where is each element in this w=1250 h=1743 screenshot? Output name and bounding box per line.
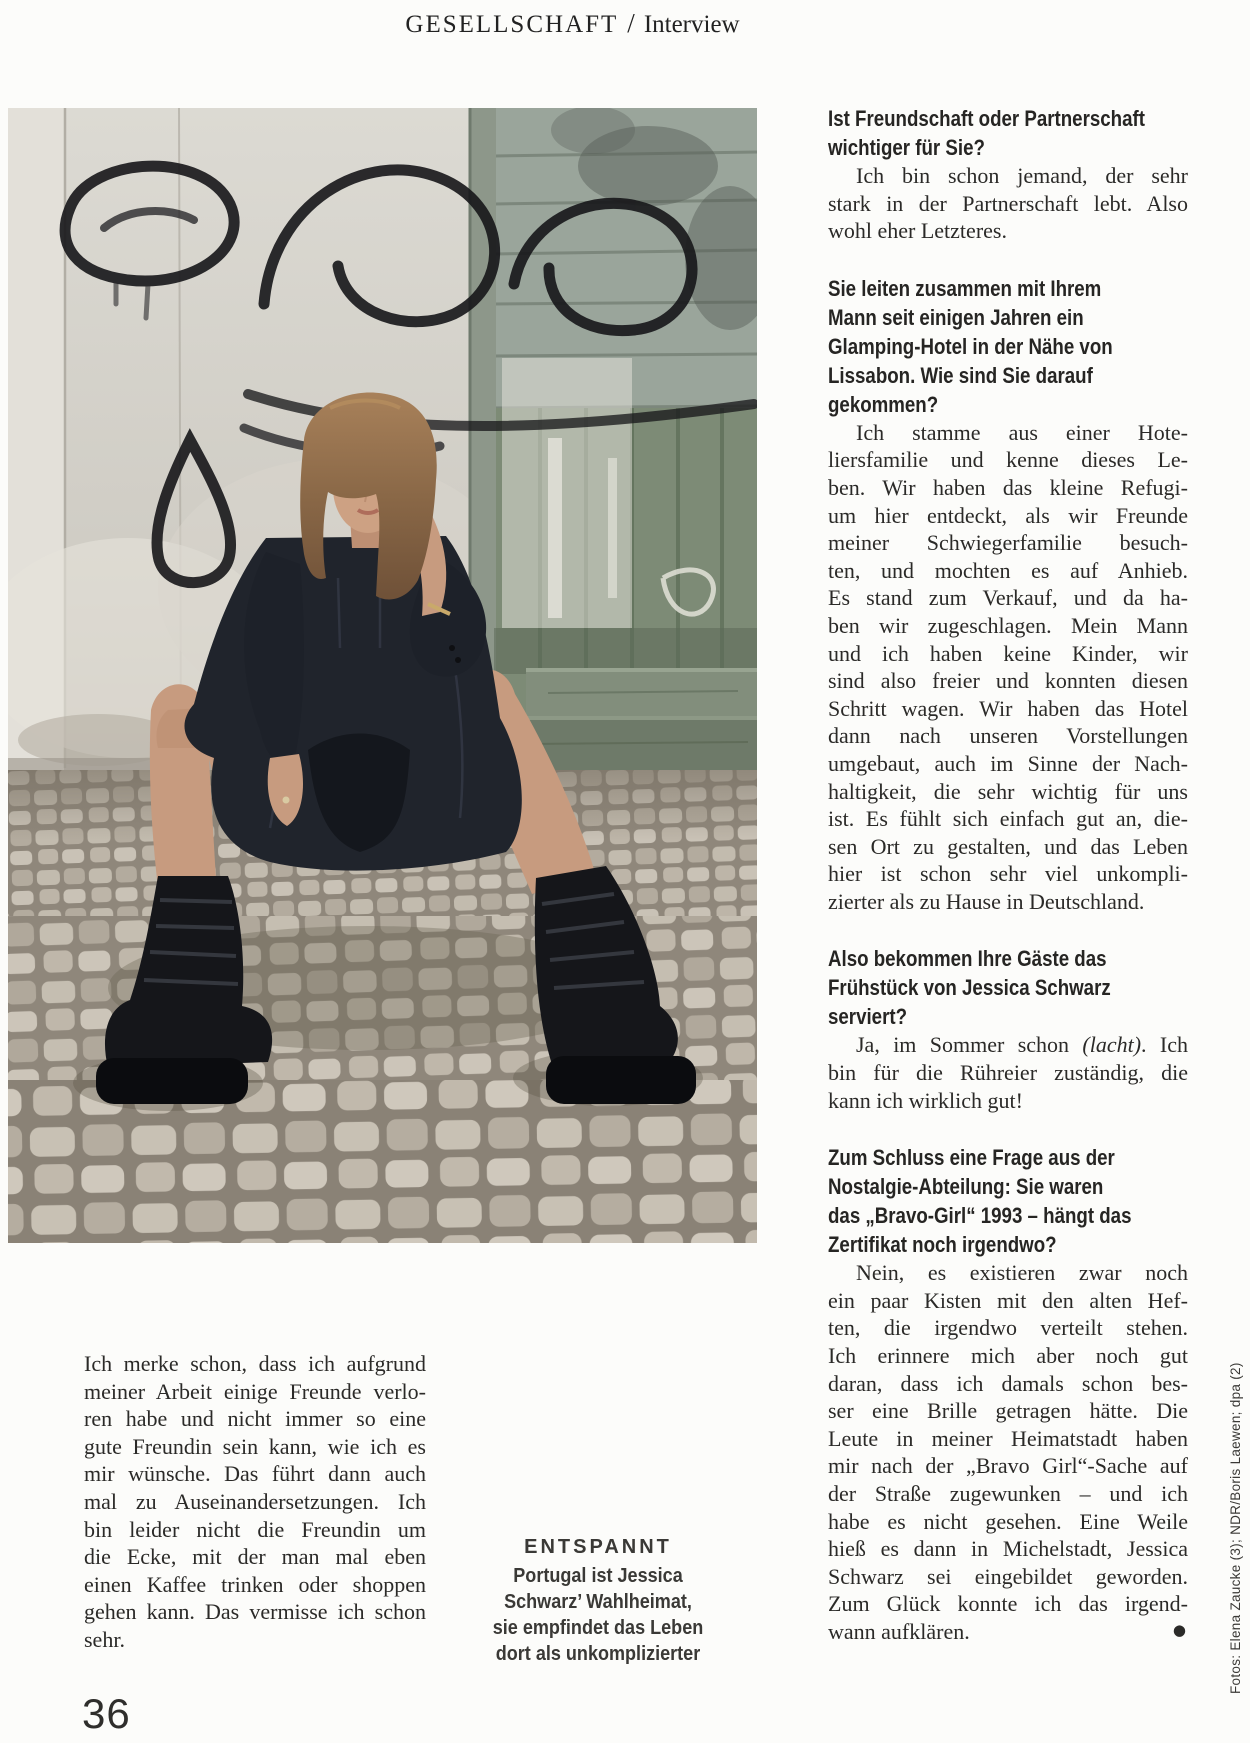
text-line: um hier entdeckt, als wir Freunde [828, 502, 1188, 528]
text-line: wohl eher Letzteres. [828, 218, 1007, 244]
text-line: sen Ort zu gestalten, und das Leben [828, 833, 1188, 859]
text-line: zierter als zu Hause in Deutschland. [828, 888, 1145, 914]
caption-text [474, 1563, 722, 1667]
article-end-mark: ● [1172, 1620, 1186, 1639]
text-line: mir wünsche. Das führt dann auch [84, 1461, 426, 1487]
text-line: bin für die Rühreier zuständig, die [828, 1060, 1188, 1086]
interview-column [828, 104, 1188, 1646]
text-line: der Straße zugewunken – und ich [828, 1481, 1188, 1506]
text-line: gute Freundin sein kann, wie ich es [84, 1433, 426, 1459]
text-line: Zum Schluss eine Frage aus der [828, 1145, 1115, 1171]
photo-credit: Fotos: Elena Zaucke (3); NDR/Boris Laewen; dpa (2) [1228, 1362, 1243, 1694]
interview-question [828, 274, 1188, 419]
text-line: Zum Glück konnte ich das irgend- [828, 1591, 1188, 1617]
text-line: ist. Es fühlt sich einfach gut an, die- [828, 806, 1188, 832]
text-line: Es stand zum Verkauf, und da ha- [828, 585, 1188, 611]
caption-label: ENTSPANNT [524, 1536, 672, 1558]
text-line: ren habe und nicht immer so eine [84, 1406, 426, 1432]
interview-question [828, 104, 1188, 162]
text-line: habe es nicht gesehen. Eine Weile [828, 1508, 1188, 1534]
text-line: mal zu Auseinandersetzungen. Ich [84, 1488, 426, 1514]
text-line: Ich erinnere mich aber noch gut [828, 1343, 1188, 1369]
text-line: Ja, im Sommer schon (lacht). Ich [856, 1032, 1189, 1058]
text-line: dann nach unseren Vorstellungen [828, 723, 1188, 749]
text-line: ten, und mochten es auf Anhieb. [828, 557, 1188, 583]
page-number: 36 [82, 1690, 131, 1737]
text-line: meiner Arbeit einige Freunde verlo- [84, 1378, 426, 1404]
text-line: wichtiger für Sie? [828, 135, 985, 160]
text-line: und ich haben keine Kinder, wir [828, 640, 1188, 666]
text-line: Nein, es existieren zwar noch [856, 1260, 1188, 1286]
text-line: sie empfindet das Leben [492, 1616, 704, 1639]
text-line: Schwarz sei eingebildet geworden. [828, 1563, 1188, 1589]
text-line: ben. Wir haben das kleine Refugi- [828, 474, 1188, 500]
interview-answer [828, 1259, 1188, 1645]
text-line: gehen kann. Das vermisse ich schon [84, 1599, 426, 1625]
text-line: umgebaut, auch im Sinne der Nach- [828, 750, 1188, 776]
text-line: Lissabon. Wie sind Sie darauf [828, 362, 1093, 388]
text-line: ten, die irgendwo verteilt stehen. [828, 1315, 1188, 1341]
text-line: Schwarz’ Wahlheimat, [504, 1590, 692, 1613]
text-line: Glamping-Hotel in der Nähe von [828, 333, 1113, 359]
left-text-column [84, 1350, 426, 1654]
interview-question [828, 944, 1188, 1031]
text-line: Leute in meiner Heimatstadt haben [828, 1425, 1188, 1451]
text-line: stark in der Partnerschaft lebt. Also [828, 190, 1188, 216]
text-line: das „Bravo-Girl“ 1993 – hängt das [828, 1203, 1132, 1229]
text-line: gekommen? [828, 391, 939, 417]
text-line: serviert? [828, 1004, 908, 1030]
text-line: sind also freier und konnten diesen [828, 668, 1188, 694]
text-line: Mann seit einigen Jahren ein [828, 304, 1084, 330]
page-header [0, 8, 1145, 39]
text-line: ser eine Brille getragen hätte. Die [828, 1398, 1188, 1424]
text-line: mir nach der „Bravo Girl“-Sache auf [828, 1453, 1188, 1479]
interview-answer [828, 162, 1188, 245]
text-line: Ich merke schon, dass ich aufgrund [84, 1351, 426, 1376]
text-line: einen Kaffee trinken oder shoppen [84, 1571, 426, 1597]
text-line: wann aufklären. ● [828, 1618, 1186, 1644]
interview-photo [8, 108, 757, 1243]
text-line: liersfamilie und kenne dieses Le- [828, 447, 1188, 473]
section-divider: / [627, 8, 635, 38]
text-line: Nostalgie-Abteilung: Sie waren [828, 1174, 1104, 1200]
text-line: Ich stamme aus einer Hote- [856, 419, 1188, 445]
text-line: dort als unkomplizierter [495, 1642, 701, 1665]
photo-caption [474, 1534, 722, 1667]
section-label: GESELLSCHAFT [405, 11, 619, 38]
text-line: Frühstück von Jessica Schwarz [828, 975, 1111, 1001]
text-line: Ich bin schon jemand, der sehr [856, 163, 1188, 188]
text-line: kann ich wirklich gut! [828, 1087, 1023, 1113]
text-line: bin leider nicht die Freundin um [84, 1516, 426, 1542]
text-line: Ist Freundschaft oder Partnerschaft [828, 106, 1145, 131]
text-line: Also bekommen Ihre Gäste das [828, 946, 1107, 972]
section-topic: Interview [643, 11, 740, 38]
text-line: meiner Schwiegerfamilie besuch- [828, 530, 1188, 556]
interview-question [828, 1143, 1188, 1259]
text-line: hieß es dann in Michelstadt, Jessica [828, 1536, 1188, 1562]
text-line: sehr. [84, 1626, 125, 1652]
text-line: Schritt wagen. Wir haben das Hotel [828, 695, 1188, 721]
text-line: Sie leiten zusammen mit Ihrem [828, 275, 1102, 301]
text-line: hier ist schon sehr viel unkompli- [828, 861, 1188, 887]
text-line: ein paar Kisten mit den alten Hef- [828, 1287, 1188, 1313]
interview-answer [828, 1031, 1188, 1114]
text-line: haltigkeit, die sehr wichtig für uns [828, 778, 1188, 804]
photo-illustration [8, 108, 757, 1243]
text-line: daran, dass ich damals schon bes- [828, 1370, 1188, 1396]
text-line: die Ecke, mit der man mal eben [84, 1544, 426, 1570]
stage-direction: (lacht) [1082, 1032, 1142, 1058]
text-line: Zertifikat noch irgendwo? [828, 1232, 1057, 1258]
text-line: Portugal ist Jessica [513, 1564, 683, 1587]
ring [283, 797, 290, 804]
text-line: ben wir zugeschlagen. Mein Mann [828, 612, 1188, 638]
interview-answer [828, 419, 1188, 916]
